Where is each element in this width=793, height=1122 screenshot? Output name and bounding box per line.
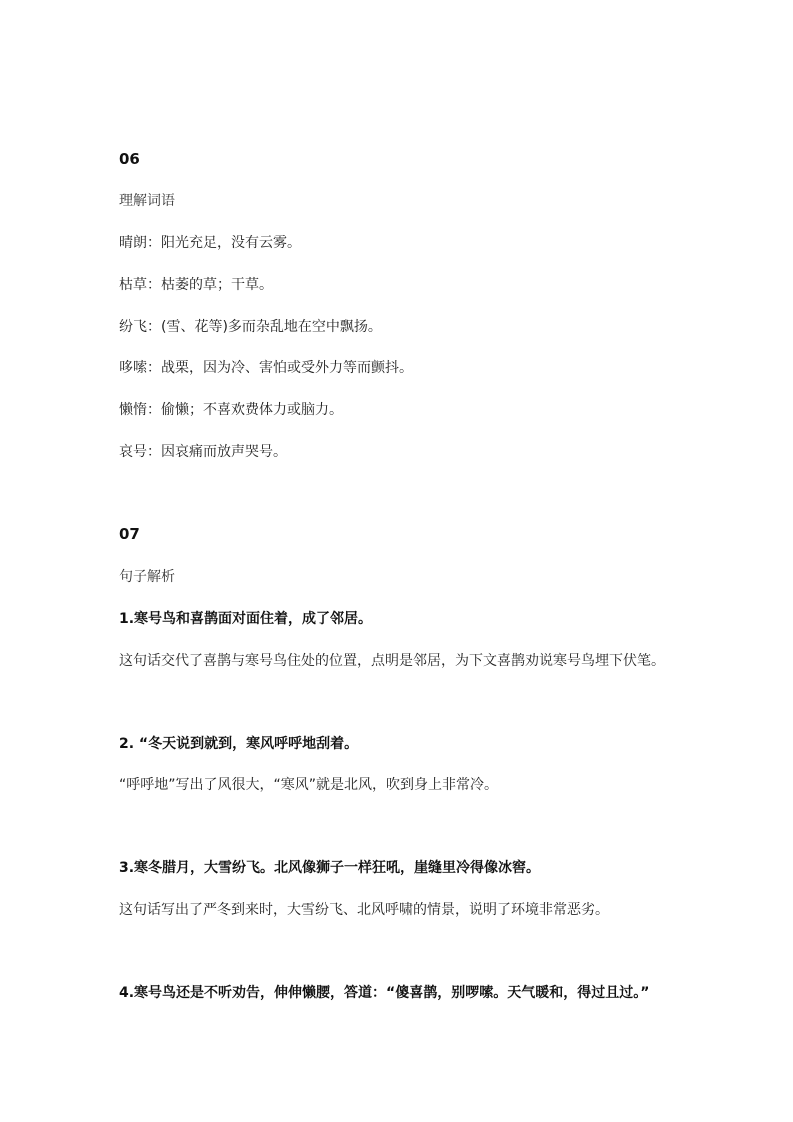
section-number-06: 06: [119, 150, 140, 168]
sentence-analysis: “呼呼地”写出了风很大，“寒风”就是北风，吹到身上非常冷。: [119, 777, 499, 793]
vocab-item: 晴朗：阳光充足，没有云雾。: [119, 235, 301, 251]
vocab-item: 哀号：因哀痛而放声哭号。: [119, 444, 287, 460]
sentence-analysis: 这句话写出了严冬到来时，大雪纷飞、北风呼啸的情景，说明了环境非常恶劣。: [119, 902, 609, 918]
section-title-vocabulary: 理解词语: [119, 193, 175, 209]
sentence-heading: 1.寒号鸟和喜鹊面对面住着，成了邻居。: [119, 611, 373, 627]
vocab-item: 纷飞：(雪、花等)多而杂乱地在空中飘扬。: [119, 319, 382, 335]
vocab-item: 懒惰：偷懒；不喜欢费体力或脑力。: [119, 402, 343, 418]
sentence-analysis: 这句话交代了喜鹊与寒号鸟住处的位置，点明是邻居，为下文喜鹊劝说寒号鸟埋下伏笔。: [119, 653, 665, 669]
sentence-heading: 3.寒冬腊月，大雪纷飞。北风像狮子一样狂吼，崖缝里冷得像冰窖。: [119, 860, 541, 876]
vocab-item: 枯草：枯萎的草；干草。: [119, 277, 273, 293]
sentence-heading: 2. “冬天说到就到，寒风呼呼地刮着。: [119, 736, 359, 752]
section-number-07: 07: [119, 525, 140, 543]
section-title-sentence-analysis: 句子解析: [119, 569, 175, 585]
vocab-item: 哆嗦：战栗，因为冷、害怕或受外力等而颤抖。: [119, 360, 413, 376]
sentence-heading: 4.寒号鸟还是不听劝告，伸伸懒腰，答道：“傻喜鹊，别啰嗦。天气暖和，得过且过。”: [119, 985, 650, 1001]
